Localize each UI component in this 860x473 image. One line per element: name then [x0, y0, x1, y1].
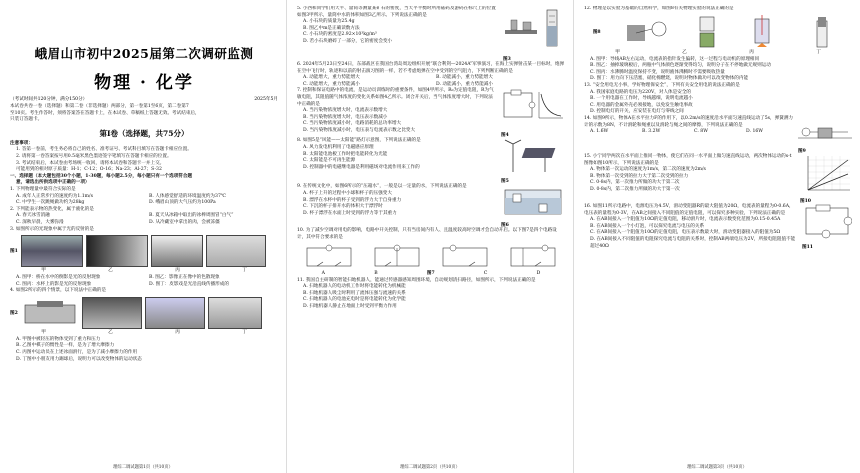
note-item: 2. 请将第一卷答案按号用0.5毫米黑色墨迹签字笔填写在答题卡相应的位置。: [16, 153, 172, 159]
question-9: 9. 在传统文化中，如图6所示的“压箱水”，一般是以一定量的水，下列说法正确的是: [297, 184, 467, 190]
question-5: 5. 小西和同学们用天平、量筒等测量某矿石的密度，当天平平衡时所用砝码及游码在标尺上的位置如图3甲所示，量筒中水的体积如图3乙所示。下列说法正确的是: [297, 6, 496, 18]
induction-experiment-diagram: [621, 15, 671, 49]
part-heading: 一、选择题（本大题包括30个小题，1-30题，每小题2.5分，每小题只有一个选项符合题: [10, 173, 193, 179]
caption: 丙: [175, 329, 180, 335]
note-item: 1. 答第一卷前，考生务必将自己的姓名、准考证号、考试科目填写在答题卡相应位置。: [16, 147, 192, 153]
figure-label: 图6: [501, 223, 509, 229]
part-heading-cont: 意，请选出所供选项中正确的一项）: [16, 180, 90, 186]
caption: 乙: [108, 268, 113, 274]
question-6: 6. 2024年5月23日至24日，东部战区在我国台湾岛周边组织开展“联合利剑—2024A”军事演习，在海上实弹射击某一目标时，炮弹在空中飞行时，轨迹和以前的射击演习图的一样，若不考虑炮弹在空中受到的空气阻力，下列判断正确的是: [297, 62, 565, 74]
question-4: 4. 如图2所示的四个情景，以下说法中正确的是: [10, 288, 107, 294]
caption: 丙: [175, 268, 180, 274]
figure-6: [501, 184, 565, 228]
figure-label: 图2: [10, 310, 18, 316]
caption: 丁: [816, 49, 821, 55]
photo-glass-shadow: [151, 235, 203, 267]
figure-label: 图1: [10, 249, 18, 255]
caption: D: [536, 270, 541, 276]
q3-option-b: B. 图乙：影像正在像中的色散现象: [149, 275, 220, 281]
photo-prism-dispersion: [86, 235, 148, 267]
q5-option-b: B. 图乙中m是正确读数方法: [303, 25, 360, 31]
q14-option-a: A. 1.6W: [590, 129, 609, 135]
q13-option-d: D. 控制电灯的开关，应安装在电灯与零线之间: [590, 109, 684, 115]
section-heading: 第Ⅰ卷（选择题，共75分）: [99, 128, 189, 138]
photo-shadow-play: [206, 235, 266, 267]
exam-duration: （考试时间共120分钟，满分150分）: [10, 97, 88, 102]
page-3: [574, 0, 860, 473]
q9-option-a: A. 杯子上升的过程中小球和杯子的压强变大: [303, 190, 392, 196]
q2-option-c: C. 深秋早晨，大雾弥漫: [16, 219, 64, 225]
question-14: 14. 如图9所示，物体A在水平拉力F的作用下，以0.2m/s的速度沿水平面匀速直线运动了5s，弹簧测力计的示数为8N，不计滑轮和绳重以及滑轮与绳之间的摩擦，下列说法正确的是: [584, 115, 794, 128]
question-2: 2. 下列能表示物的热变化，属于液化的是: [10, 206, 94, 212]
caption: 丁: [242, 268, 247, 274]
q8-option-c: C. 太阳能是不可再生能源: [303, 158, 356, 164]
q2-option-b: B. 夏天从冰箱中取出的冰棒周围冒“白气”: [149, 213, 234, 219]
caption: 乙: [108, 329, 113, 335]
figure-8-captions: [584, 50, 852, 56]
diagram-press: [21, 299, 79, 329]
q15-option-d: D. 0-8s内，第二次推力所做的功大于第一次: [590, 186, 680, 192]
q14-option-d: D. 16W: [746, 129, 764, 135]
q3-option-d: D. 图丁：皮影戏是光沿直线传播形成的: [149, 281, 229, 287]
figure-label: 图4: [501, 133, 509, 139]
caption: B: [374, 270, 378, 276]
intro-line: 本试卷共卷一卷（选择题）和第二卷（非选择题）两部分，第一卷第1至6页，第二卷第7: [10, 104, 189, 109]
q16-option-a: A. 在AB间接入一个阻值为10Ω的定值电阻，移动滑片时，电流表示数变化范围为0.15-0.45A: [590, 217, 781, 223]
q5-option-d: D. 若小石块磨碎了一部分，它的密度会变小: [303, 38, 393, 44]
q9-option-d: D. 杯子漂浮在水面上时受到的浮力等于其重力: [303, 210, 397, 216]
caption: 丙: [749, 49, 754, 55]
q2-option-d: D. 从冷藏室中拿出的肉，会被冻僵: [149, 219, 220, 225]
note-item: 可能用到的相对原子质量：H-1；C-12；O-16；Na-23；Al-27；S-32: [16, 167, 162, 173]
subject-title: 物理 · 化学: [94, 73, 194, 93]
figure-3: [503, 6, 565, 62]
photo-bridge-reflection: [21, 235, 83, 267]
photo-skater: [145, 297, 205, 329]
q1-option-c: C. 中学生一次跳绳做功约为28kg: [16, 200, 85, 206]
figure-11: [802, 204, 852, 250]
page-footer: 理综二调试题第3页（共10页）: [687, 465, 747, 470]
q6-option-a: A. 动能增大，重力势能增大: [303, 75, 360, 81]
q11-option-d: D. 扫地机器人静止在地面上时受到平衡力作用: [303, 303, 397, 309]
circuit-option-c: [439, 244, 491, 270]
figure-2: [10, 297, 278, 329]
figure-label: 图10: [800, 198, 811, 204]
q9-option-c: C. 下沉的杯子排开水的体积大于漂浮时: [303, 204, 383, 210]
q6-option-c: C. 动能增大，重力势能减小: [303, 81, 360, 87]
q16-option-c: C. 在AB间接入一个阻值为10Ω的定值电阻，电压表示数最大时，滑动变阻器接入的阻值为5Ω: [590, 230, 781, 236]
caption: C: [483, 270, 488, 276]
pulley-block-diagram: [798, 116, 852, 144]
q15-option-c: C. 0-8s内，第一次推力所做的功大于第二次: [590, 180, 680, 186]
page-footer: 理综二调试题第2页（共10页）: [400, 465, 460, 470]
figure-label: 图9: [798, 148, 806, 154]
q9-option-b: B. 漂浮在水杯中的杯子受到的浮力大于自身重力: [303, 197, 402, 203]
q16-option-b: B. 在AB间接入一个小灯泡，可以探究电流与电压的关系: [590, 223, 705, 229]
gas-diffusion-jars-diagram: [692, 15, 722, 49]
question-16: 16. 如图11所示电路中，电源电压为4.5V，滑动变阻器R的最大阻值为20Ω，电流表的量程为0-0.6A，电压表的量程为0-3V，在AB之间接入不同阻值的定值电阻，可以探究多种实验，下列说法正确的是: [584, 203, 794, 216]
circuit-option-b: [371, 244, 423, 270]
caption: 甲: [41, 268, 46, 274]
exam-meta: [10, 96, 278, 102]
page-footer: 理综二调试题第1页（共10页）: [113, 465, 173, 470]
caption: 乙: [682, 49, 687, 55]
figure-label: 图11: [802, 244, 813, 250]
figure-1-captions: [10, 268, 278, 274]
q8-option-b: B. 太阳能电池板工作时把电能转化为光能: [303, 151, 388, 157]
figure-label: 图3: [503, 57, 511, 62]
photo-chess: [82, 297, 142, 329]
q13-option-a: A. 我国家庭电路的电压为220V，对人体是安全的: [590, 89, 692, 95]
figure-label: 图7: [426, 270, 435, 276]
boiling-water-diagram: [743, 15, 783, 49]
intro-line: 至10页。考生作答时，须将答案答在答题卡上，在本试卷、草稿纸上答题无效。考试结束后，: [10, 110, 200, 116]
question-8: 8. 如图5是“风能——太阳能”路灯示意图，下列说法正确的是: [297, 138, 421, 144]
circuit-option-d: [507, 244, 559, 270]
figure-5: [501, 138, 565, 184]
q13-option-c: C. 用电器的金属外壳必须接地，以免发生触电事故: [590, 102, 693, 108]
figure-7-captions: [297, 271, 565, 277]
s-t-graph: [800, 154, 852, 194]
exam-date: 2025年5月: [254, 97, 278, 102]
q8-option-a: A. 风力发电机利用了电磁感应原理: [303, 144, 374, 150]
q4-option-d: D. 丁图中小朋友用力踢球后，说明力可以改变物体的运动状态: [16, 356, 142, 362]
floating-cups-diagram: [501, 184, 565, 218]
q11-option-a: A. 扫地机器人的电动机工作时将电能转化为机械能: [303, 284, 406, 290]
q13-option-b: B. 一个用电器在工作时，导线越细，说明电流越小: [590, 96, 693, 102]
q7-option-c: C. 当污染物浓度减小时，电路消耗的总功率增大: [303, 121, 402, 127]
q1-option-b: B. 人体感觉舒适的环境温度约为37℃: [149, 193, 227, 199]
q6-option-b: B. 动能减小，重力势能增大: [436, 75, 493, 81]
q14-option-c: C. 8W: [694, 129, 708, 135]
question-13: 13. “安全用电无小事，学好物理保安全”，下列有关安全用电的说法正确的是: [584, 82, 740, 88]
caption: 甲: [615, 49, 620, 55]
q7-option-a: A. 当污染物浓度增大时，电流表示数增大: [303, 108, 388, 114]
question-10: 10. 为了减少空调对用电的影响，电路中开关控制，只有当房间内有人、且温度较高时空调才会自动开启。以下图7是四个电路设计，其中符合要求的是: [297, 228, 557, 240]
figure-label: 图5: [501, 179, 509, 185]
q1-option-a: A. 成年人正常步行的速度约为1.1m/s: [16, 193, 93, 199]
question-1: 1. 下列物理量中最符合实际的是: [10, 186, 76, 192]
circuit-option-a: [303, 244, 355, 270]
q1-option-d: D. 峨眉山顶的大气压约为100Pa: [149, 200, 216, 206]
question-12: 12. 物理是以实验为基础的自然科学，如图8有关物理实验的说法正确的是: [584, 6, 734, 11]
q11-option-c: C. 扫地机器人的电池充电时是将电能转化为化学能: [303, 297, 406, 303]
q15-option-a: A. 物体第一次运动的速度为1m/s，第二次的速度为2m/s: [590, 167, 706, 173]
q6-option-d: D. 动能减小，重力势能减小: [436, 81, 493, 87]
figure-4: [501, 88, 565, 138]
q4-option-b: B. 乙图中棋子的惯性是一样，是为了增大摩擦力: [16, 343, 115, 349]
school-title: 峨眉山市初中2025届第二次调研监测: [34, 46, 254, 61]
figure-9: [798, 116, 852, 154]
figure-8: [584, 15, 852, 49]
q12-option-c: C. 图丙：水沸腾时温度保持不变，说明液体沸腾时不需要吸收热量: [590, 69, 725, 75]
q12-option-d: D. 图丁：用力向下压活塞，硝化棉燃烧，说明对物体做功可以改变物体的内能: [590, 76, 749, 82]
question-7: 7. 控制和保证电路中的电流，是运动员训练时的重要条件，如图4甲所示，R₀为定值电阻，R为气敏电阻，其阻值随气体浓度的变化关系如图4乙所示。闭合开关后，当气体浓度增大时，下列说法中正确的是: [297, 88, 494, 107]
q12-option-a: A. 图甲：导线AB左右运动，电流表的指针发生偏转，这一过程与电动机的原理相同: [590, 56, 760, 62]
q3-option-c: C. 图丙：水杯上的影是光的反射现象: [16, 281, 92, 287]
caption: A: [321, 270, 325, 276]
figure-10: [800, 154, 852, 204]
note-item: 3. 考试结束后，本试卷由考场统一收回，请将本试卷和答题卡一并上交。: [16, 160, 165, 166]
caption: 甲: [41, 329, 46, 335]
q16-option-d: D. 在AB间接入不同阻值的电阻探究电流与电阻的关系时，控制AB两端电压为2V，所接电阻阻值不能超过40Ω: [590, 236, 796, 249]
q12-option-b: B. 图乙：抽掉玻璃板后，两瓶中气体颜色逐渐变得均匀，说明分子在不停地做无规则运动: [590, 63, 771, 69]
page-1: [0, 0, 286, 473]
gas-sensor-circuit-diagram: [501, 88, 565, 128]
page-2: [287, 0, 573, 473]
question-3: 3. 如图所示的光现象中属于光的反射的是: [10, 226, 94, 232]
q11-option-b: B. 扫地机器人吸尘时利用了流体压强与流速的关系: [303, 290, 406, 296]
q8-option-d: D. 控制器中的电磁继电器是利用磁场对电流作用来工作的: [303, 164, 420, 170]
intro-line: 只装订答题卡。: [10, 117, 43, 123]
q5-option-a: A. 小石块的质量为25.4g: [303, 19, 355, 25]
question-15: 15. 小宁同学两次在水平面上推同一物体，使它们在同一水平面上做匀速直线运动，两次物体运动的s-t图像如图10所示，下列说法正确的是: [584, 153, 792, 166]
figure-1: [10, 235, 278, 267]
caption: 丁: [242, 329, 247, 335]
q7-option-d: D. 当污染物浓度减小时，电压表与电流表示数之比变大: [303, 127, 416, 133]
q4-option-c: C. 丙图中运动员在上述冰面滑行，是为了减小摩擦力的作用: [16, 350, 138, 356]
compression-piston-diagram: [803, 15, 843, 49]
q3-option-a: A. 图甲：桥在水中的倒影是光的反射现象: [16, 275, 101, 281]
q4-option-a: A. 甲图中被轻压的物体受到了重力和压力: [16, 336, 101, 342]
q2-option-a: A. 春天冰雪消融: [16, 213, 50, 219]
photo-child-ball: [208, 297, 262, 329]
q14-option-b: B. 3.2W: [642, 129, 661, 135]
figure-label: 图8: [592, 29, 601, 35]
balance-and-cylinder-diagram: [503, 6, 565, 52]
notes-title: 注意事项：: [10, 140, 33, 146]
q7-option-b: B. 当污染物浓度增大时，电压表示数减小: [303, 114, 388, 120]
wind-solar-streetlight-diagram: [501, 138, 565, 174]
figure-7: [297, 244, 565, 270]
ab-circuit-diagram: [802, 204, 852, 240]
question-11: 11. 我国自主研制的智能扫地机器人，能通过传感器感知周围环境，自动规划清扫路径，如图所示，下列说法正确的是: [297, 277, 536, 283]
q5-option-c: C. 小石块的密度是2.92×10³kg/m³: [303, 32, 377, 38]
q15-option-b: B. 物体第一次受到的拉力大于第二次受到的拉力: [590, 173, 689, 179]
figure-2-captions: [10, 330, 278, 336]
